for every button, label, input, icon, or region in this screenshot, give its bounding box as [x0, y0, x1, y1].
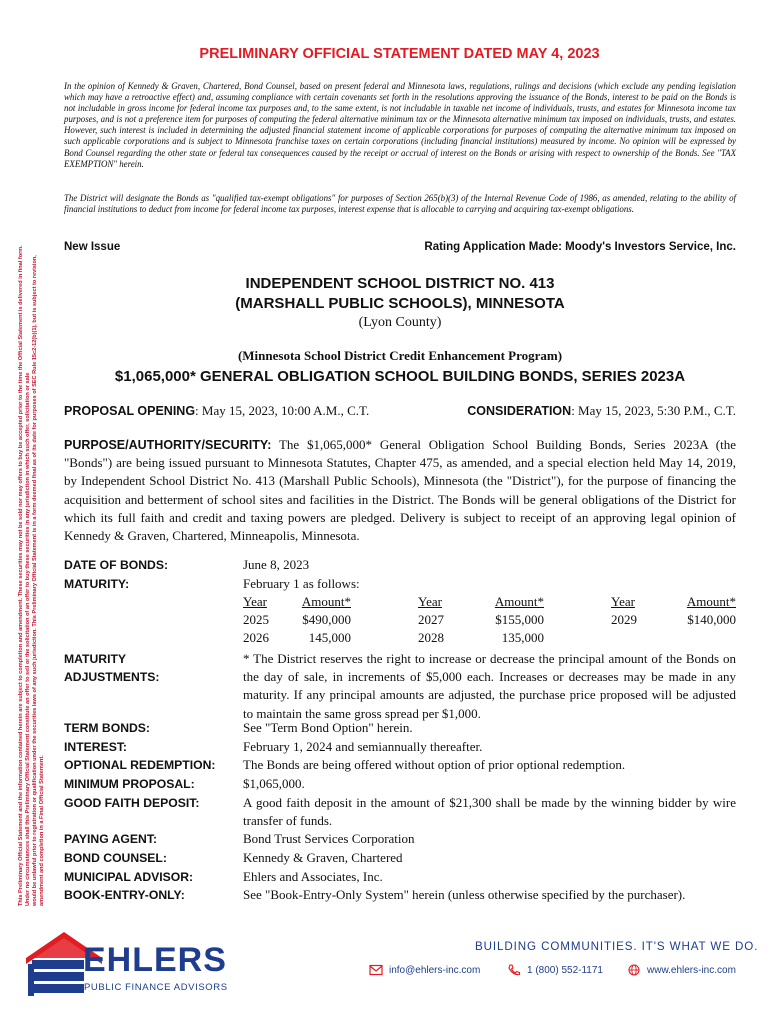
preliminary-statement-heading: PRELIMINARY OFFICIAL STATEMENT DATED MAY 4, 2023 [199, 46, 600, 62]
purpose-paragraph [64, 436, 736, 545]
logo-wordmark: EHLERS [83, 941, 227, 979]
good-faith-deposit-label: GOOD FAITH DEPOSIT: [64, 796, 200, 810]
maturity-year: 2029 [611, 612, 637, 628]
good-faith-deposit-value: A good faith deposit in the amount of $21,300 shall be made by the winning bidder by wire transfer of funds. [243, 795, 736, 829]
side-disclaimer-line: would be unlawful prior to registration or qualification under the securities laws of any such jurisdiction. This Preliminary Official Statement is in a form deemed final as of its date for purposes of SEC Rule 15c2-12(b)(1), but is subject to revision, [32, 255, 38, 906]
maturity-adjustments-value: * The District reserves the right to increase or decrease the principal amount of the Bonds on the day of sale, in increments of $5,000 each. Increases or decreases may be made in any maturity. If any principal amounts are adjusted, the purchase price proposed will be adjusted to maintain the same gross spread per $1,000. [243, 651, 736, 721]
district-name: INDEPENDENT SCHOOL DISTRICT NO. 413 [245, 275, 555, 292]
minimum-proposal-value: $1,065,000. [243, 776, 305, 791]
maturity-amount-column [482, 593, 544, 648]
issue-row [64, 241, 736, 253]
logo-subtitle: PUBLIC FINANCE ADVISORS [84, 982, 228, 993]
maturity-value: February 1 as follows: [243, 576, 360, 591]
side-disclaimer [4, 70, 56, 912]
new-issue-label: New Issue [64, 241, 121, 253]
proposal-opening-label: PROPOSAL OPENING [64, 404, 196, 418]
side-disclaimer-line: Under no circumstances shall this Preliminary Official Statement constitute an offer to sell or the solicitation of an offer to buy these securities in any jurisdiction in which such offer, solicitation or sale [25, 372, 31, 906]
email-contact[interactable] [369, 964, 480, 976]
maturity-amount: 135,000 [501, 630, 544, 646]
maturity-amount: $155,000 [495, 612, 544, 628]
proposal-opening [64, 403, 369, 419]
bond-counsel-label: BOND COUNSEL: [64, 851, 167, 865]
maturity-year-header: Year [418, 594, 442, 609]
maturity-year-header: Year [611, 594, 635, 609]
maturity-amount-column [674, 593, 736, 629]
maturity-amount: 145,000 [308, 630, 351, 646]
municipal-advisor-label: MUNICIPAL ADVISOR: [64, 870, 194, 884]
envelope-icon [369, 964, 383, 976]
paying-agent-label: PAYING AGENT: [64, 832, 157, 846]
phone-contact[interactable] [507, 964, 603, 976]
purpose-label: PURPOSE/AUTHORITY/SECURITY: [64, 438, 272, 452]
maturity-amount: $490,000 [302, 612, 351, 628]
minimum-proposal-label: MINIMUM PROPOSAL: [64, 777, 195, 791]
proposal-row [64, 403, 736, 419]
bond-counsel-value: Kennedy & Graven, Chartered [243, 850, 403, 865]
phone-icon [507, 964, 521, 976]
program-name: (Minnesota School District Credit Enhancement Program) [237, 348, 563, 363]
book-entry-label: BOOK-ENTRY-ONLY: [64, 888, 185, 902]
optional-redemption-value: The Bonds are being offered without option of prior optional redemption. [243, 757, 626, 772]
side-disclaimer-line: This Preliminary Official Statement and the information contained herein are subject to completion and amendment. These securities may not be sold nor may offers to buy be accepted prior to the time the Official Statement is delivered in final form. [18, 245, 24, 906]
tagline: BUILDING COMMUNITIES. IT'S WHAT WE DO. [475, 940, 759, 953]
district-subname: (MARSHALL PUBLIC SCHOOLS), MINNESOTA [235, 295, 565, 312]
maturity-adjustments-label-line: MATURITY [64, 652, 127, 666]
phone-text[interactable]: 1 (800) 552-1171 [527, 964, 603, 976]
tax-opinion-paragraph: In the opinion of Kennedy & Graven, Chartered, Bond Counsel, based on present federal and Minnesota laws, regulations, rulings and decisions (which exclude any pending legislation which may have a retroactive effect) and, assuming compliance with certain covenants set forth in the resolutions approving the issuance of the Bonds, interest to be paid on the Bonds is not includable in gross income for federal income tax purposes and, to the same extent, is not includable in taxable net income of individuals, trusts, and estates for Minnesota income tax purposes, and is not a preference item for purposes of computing the federal alternative minimum tax or the Minnesota alternative minimum tax imposed on individuals, trusts, and estates. However, such interest is included in determining the adjusted financial statement income of applicable corporations for purposes of computing the alternative minimum tax imposed on such applicable corporations and is subject to Minnesota franchise taxes on certain corporations (including financial institutions) measured by income. No opinion will be expressed by Bond Counsel regarding the other state or federal tax consequences caused by the receipt or accrual of interest on the Bonds or arising with respect to ownership of the Bonds. See "TAX EXEMPTION" herein. [64, 81, 736, 169]
maturity-year: 2026 [243, 630, 269, 646]
designation-paragraph: The District will designate the Bonds as "qualified tax-exempt obligations" for purposes of Section 265(b)(3) of the Internal Revenue Code of 1986, as amended, relating to the ability of financial institutions to deduct from income for federal income tax purposes, interest expense that is allocable to carrying and acquiring tax-exempt obligations. [64, 193, 736, 215]
maturity-amount: $140,000 [687, 612, 736, 628]
consideration [467, 403, 736, 419]
globe-icon [627, 964, 641, 976]
date-of-bonds-value: June 8, 2023 [243, 557, 310, 572]
website-contact[interactable] [627, 964, 736, 976]
municipal-advisor-value: Ehlers and Associates, Inc. [243, 869, 383, 884]
maturity-year: 2027 [418, 612, 444, 628]
maturity-year-header: Year [243, 594, 267, 609]
maturity-year: 2028 [418, 630, 444, 646]
interest-label: INTEREST: [64, 740, 127, 754]
maturity-amount-header: Amount* [301, 594, 351, 609]
maturity-amount-column [289, 593, 351, 648]
purpose-text: The $1,065,000* General Obligation School Building Bonds, Series 2023A (the "Bonds") are being issued pursuant to Minnesota Statutes, Chapter 475, as amended, and a special election held May 14, 2019, by Independent School District No. 413 (Marshall Public Schools), Minnesota (the "District"), for the purpose of financing the acquisition and betterment of school sites and facilities in the District. The Bonds will be general obligations of the District for which its full faith and credit and taxing powers are pledged. Delivery is subject to receipt of an approving legal opinion of Kennedy & Graven, Chartered, Minneapolis, Minnesota. [64, 437, 736, 544]
side-disclaimer-line: amendment and completion in a Final Official Statement. [39, 755, 45, 906]
maturity-year-column [418, 593, 458, 648]
email-text[interactable]: info@ehlers-inc.com [389, 964, 481, 976]
paying-agent-value: Bond Trust Services Corporation [243, 831, 415, 846]
maturity-adjustments-label-line: ADJUSTMENTS: [64, 670, 160, 685]
rating-label: Rating Application Made: Moody's Investors Service, Inc. [424, 241, 736, 253]
maturity-year-column [611, 593, 651, 629]
maturity-year: 2025 [243, 612, 269, 628]
interest-value: February 1, 2024 and semiannually thereafter. [243, 739, 483, 754]
book-entry-value: See "Book-Entry-Only System" herein (unless otherwise specified by the purchaser). [243, 887, 686, 902]
term-bonds-value: See "Term Bond Option" herein. [243, 720, 413, 735]
term-bonds-label: TERM BONDS: [64, 721, 150, 735]
maturity-adjustments-label [64, 650, 159, 686]
maturity-year-column [243, 593, 283, 648]
county-name: (Lyon County) [358, 315, 442, 330]
maturity-amount-header: Amount* [494, 594, 544, 609]
maturity-label: MATURITY: [64, 577, 130, 591]
date-of-bonds-label: DATE OF BONDS: [64, 558, 169, 572]
consideration-label: CONSIDERATION [467, 404, 572, 418]
bond-title: $1,065,000* GENERAL OBLIGATION SCHOOL BUILDING BONDS, SERIES 2023A [114, 368, 686, 385]
consideration-value: : May 15, 2023, 5:30 P.M., C.T. [571, 403, 736, 418]
optional-redemption-label: OPTIONAL REDEMPTION: [64, 758, 216, 772]
maturity-amount-header: Amount* [686, 594, 736, 609]
proposal-opening-value: : May 15, 2023, 10:00 A.M., C.T. [195, 403, 370, 418]
website-text[interactable]: www.ehlers-inc.com [647, 964, 736, 976]
